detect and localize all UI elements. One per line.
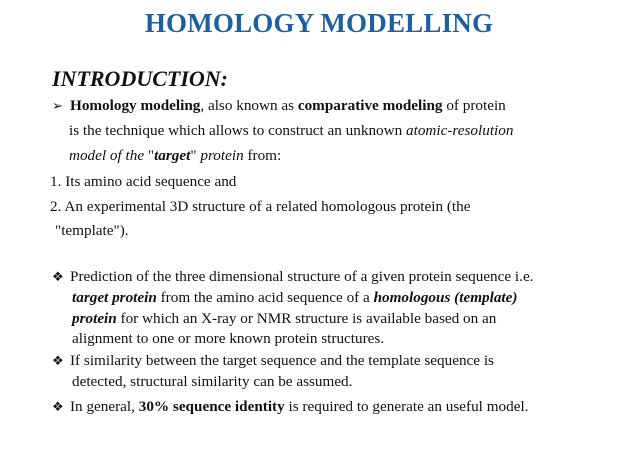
- para1-line2: [69, 121, 513, 141]
- term-sequence-identity: 30% sequence identity: [138, 398, 285, 415]
- list-item-2: 2. An experimental 3D structure of a related homologous protein (the: [50, 198, 471, 215]
- text: is required to generate an useful model.: [284, 398, 529, 415]
- bullet-1-line2: [72, 288, 517, 308]
- list-item-1: 1. Its amino acid sequence and: [50, 173, 237, 190]
- list-item-2-cont: "template").: [55, 222, 129, 239]
- bullet-1-line3: [72, 309, 496, 329]
- text: from the amino acid sequence of a: [156, 289, 374, 306]
- slide-title: HOMOLOGY MODELLING: [144, 8, 494, 38]
- text: If similarity between the target sequence and the template sequence is: [70, 352, 494, 369]
- bullet-1-line4: alignment to one or more known protein structures.: [72, 330, 385, 347]
- text: Prediction of the three dimensional structure of a given protein sequence i.e.: [70, 268, 534, 285]
- term-homologous-template: homologous (template): [373, 289, 518, 306]
- term-homology-modeling: Homology modeling: [70, 97, 201, 114]
- para1-line1: [52, 96, 506, 117]
- arrow-bullet-icon: ➢: [52, 99, 63, 114]
- text: for which an X-ray or NMR structure is available based on an: [116, 310, 497, 327]
- term-atomic-resolution: atomic-resolution: [406, 122, 514, 139]
- quote: ": [147, 147, 155, 164]
- bullet-3-line1: [52, 397, 528, 418]
- text: In general,: [70, 398, 139, 415]
- text: protein: [196, 147, 244, 164]
- term-target: target: [154, 147, 191, 164]
- bullet-2-line2: detected, structural similarity can be assumed.: [72, 373, 353, 390]
- bullet-1-line1: [52, 267, 534, 288]
- quote: ": [190, 147, 197, 164]
- term-protein: protein: [72, 310, 117, 327]
- text: , also known as: [200, 97, 298, 114]
- text: of protein: [442, 97, 506, 114]
- text: model of the: [69, 147, 148, 164]
- text: is the technique which allows to construct an unknown: [69, 122, 407, 139]
- intro-heading: INTRODUCTION:: [52, 66, 228, 91]
- para1-line3: [69, 146, 281, 166]
- diamond-bullet-icon: ❖: [52, 270, 64, 285]
- diamond-bullet-icon: ❖: [52, 400, 64, 415]
- term-target-protein: target protein: [72, 289, 157, 306]
- text: from:: [243, 147, 282, 164]
- term-comparative-modeling: comparative modeling: [297, 97, 443, 114]
- bullet-2-line1: [52, 351, 494, 372]
- diamond-bullet-icon: ❖: [52, 354, 64, 369]
